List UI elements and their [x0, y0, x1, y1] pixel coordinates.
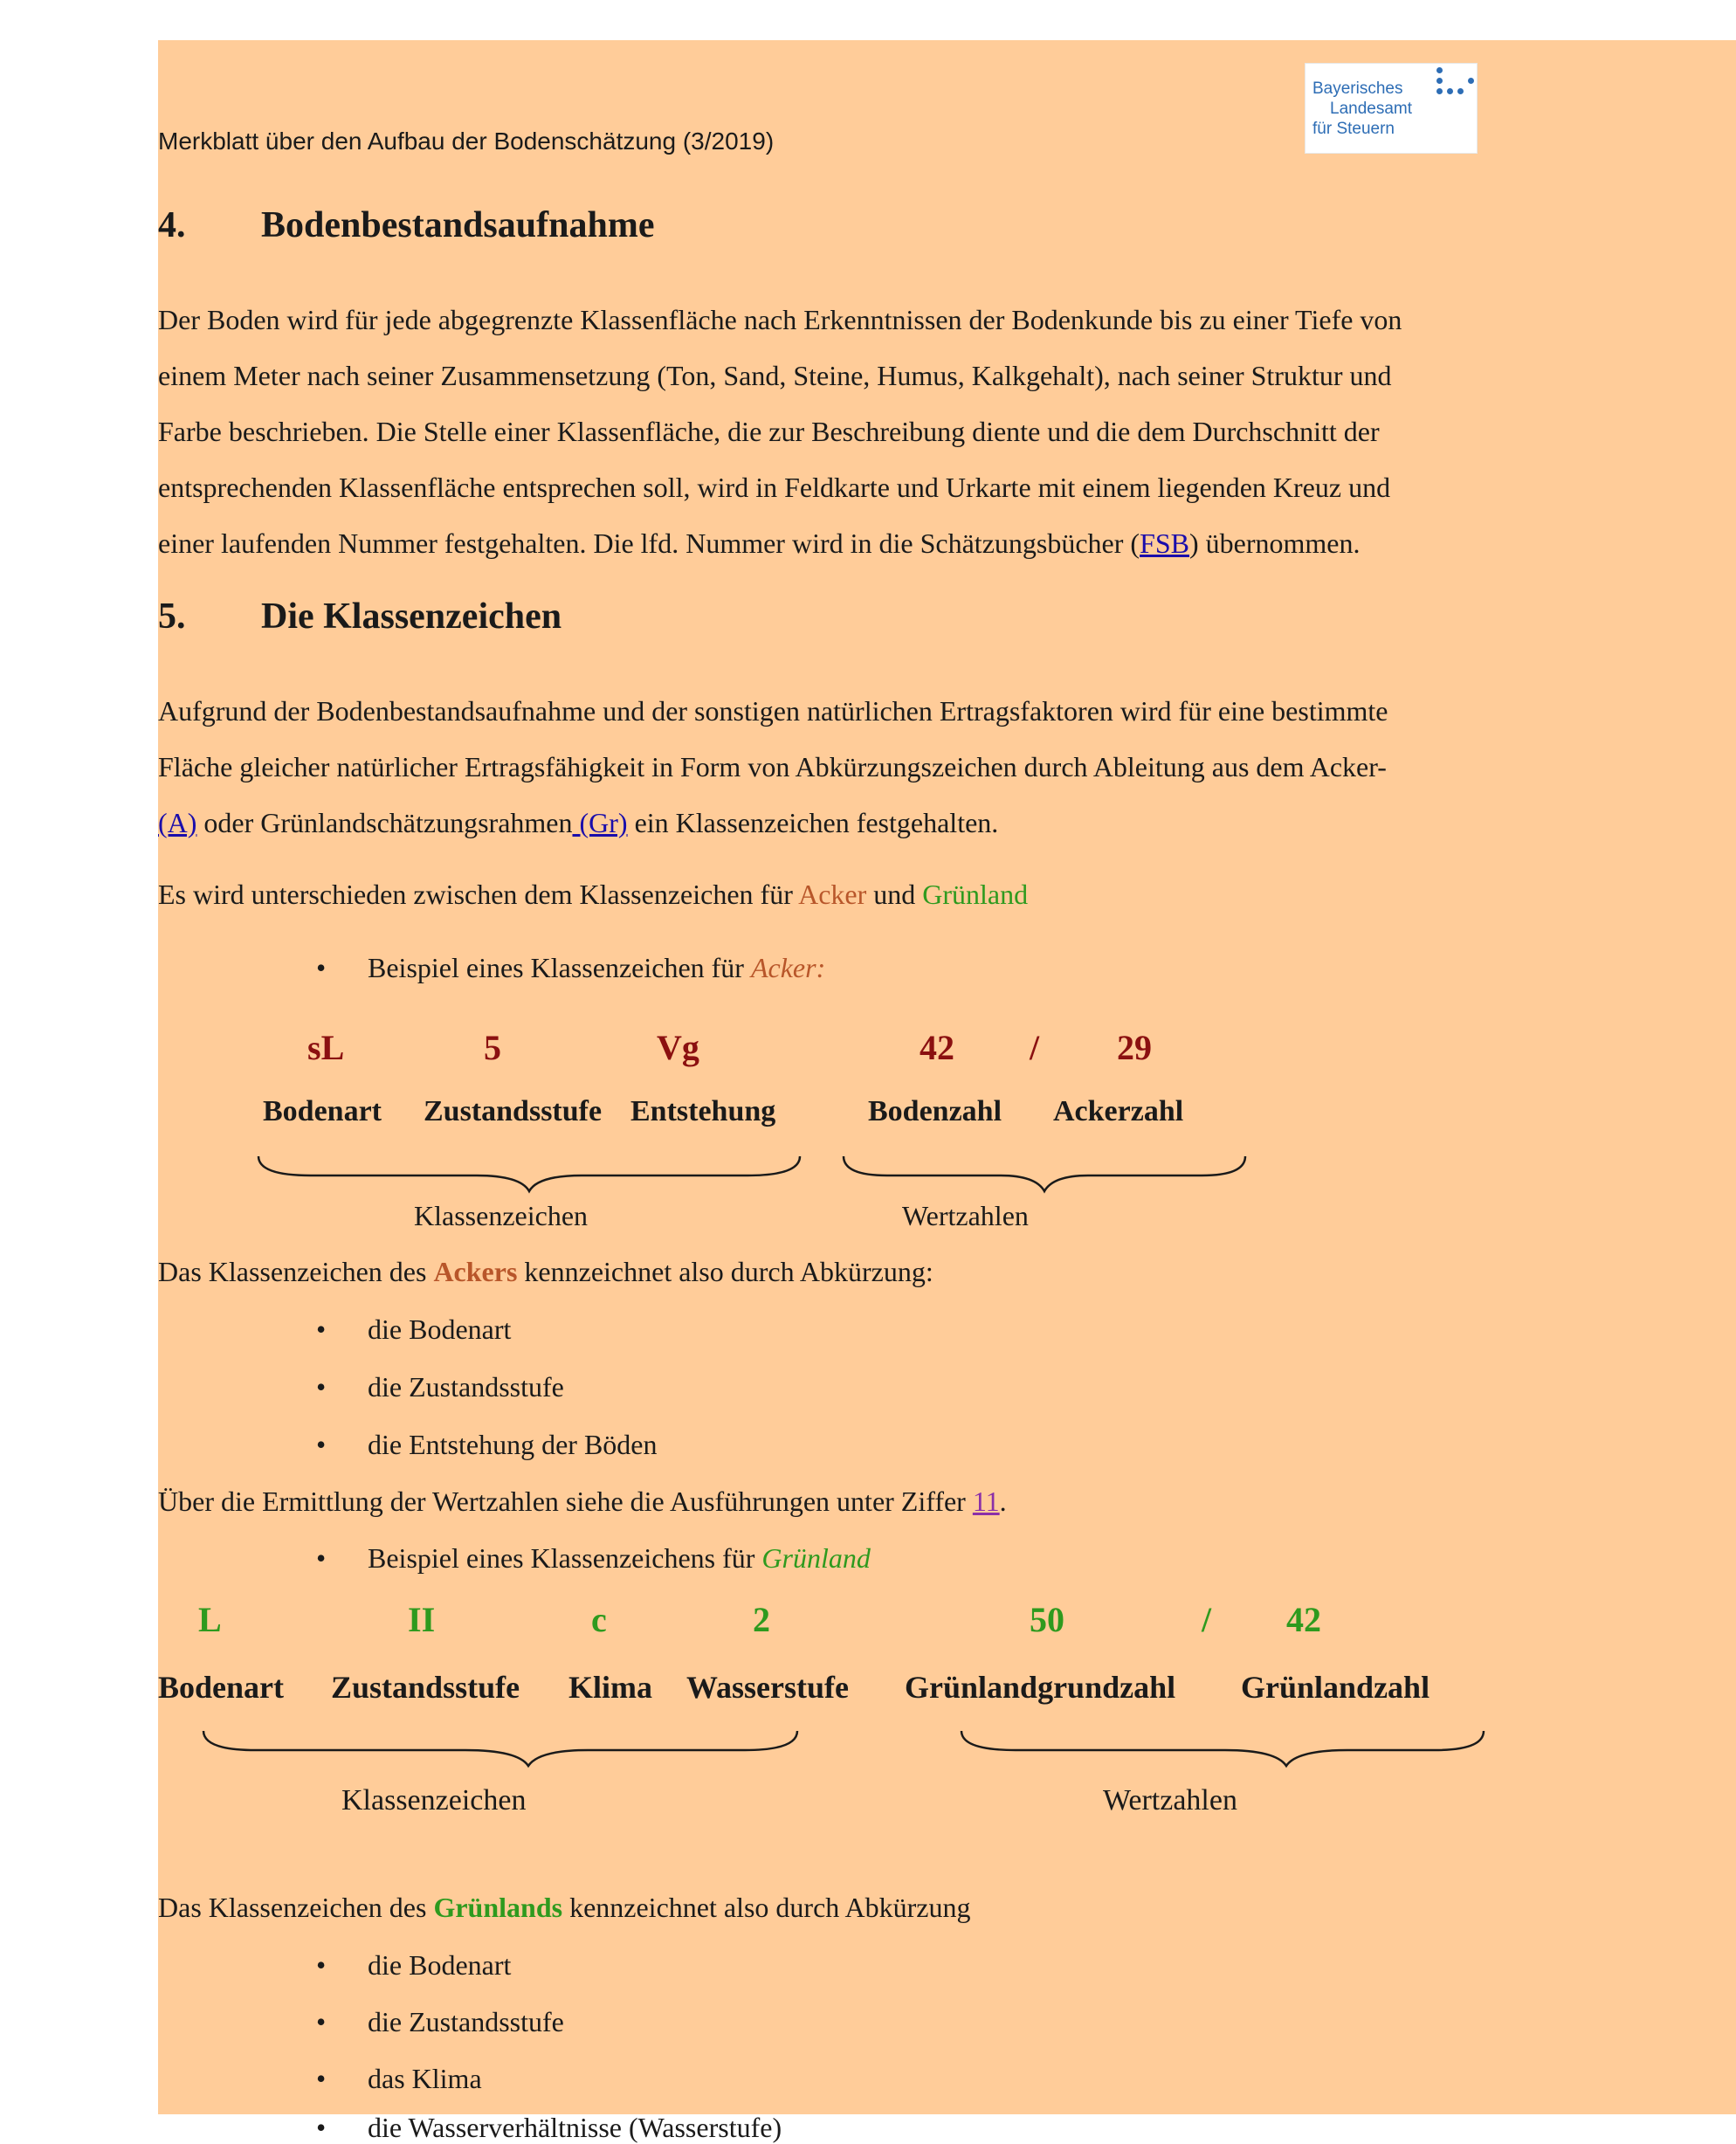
- label-bodenart: Bodenart: [158, 1670, 284, 1705]
- acker-bodenart-value: sL: [307, 1028, 345, 1067]
- list-item: das Klima: [368, 2063, 482, 2094]
- paragraph-line: Fläche gleicher natürlicher Ertragsfähigkeit in Form von Abkürzungszeichen durch Ableitung aus dem Acker-: [158, 751, 1387, 782]
- text-span: Über die Ermittlung der Wertzahlen siehe die Ausführungen unter Ziffer: [158, 1486, 973, 1517]
- brace-klassenzeichen: [258, 1156, 800, 1191]
- text-span: Es wird unterschieden zwischen dem Klassenzeichen für: [158, 879, 799, 910]
- list-item: die Zustandsstufe: [368, 2006, 564, 2037]
- gruen-summary-line: [158, 1892, 970, 1924]
- logo-dot-icon: [1447, 88, 1453, 94]
- gruen-wasser-value: 2: [753, 1600, 770, 1639]
- paragraph-line: entsprechenden Klassenfläche entsprechen soll, wird in Feldkarte und Urkarte mit einem liegenden Kreuz und: [158, 472, 1391, 503]
- bullet-icon: •: [316, 2063, 327, 2094]
- colon: :: [816, 952, 826, 983]
- brace-wertzahlen: [961, 1731, 1484, 1766]
- paragraph-line: [158, 527, 1361, 560]
- bullet-icon: •: [316, 2006, 327, 2037]
- text-span: Beispiel eines Klassenzeichens für: [368, 1542, 762, 1574]
- text-span: und: [866, 879, 923, 910]
- brace-label-klassenzeichen: Klassenzeichen: [414, 1200, 589, 1231]
- label-gruenlandzahl: Grünlandzahl: [1241, 1670, 1430, 1705]
- label-gruenlandgrundzahl: Grünlandgrundzahl: [905, 1670, 1176, 1705]
- logo-line-1: Bayerisches: [1312, 79, 1403, 98]
- fsb-link[interactable]: FSB: [1140, 527, 1189, 559]
- list-item: die Bodenart: [368, 1313, 512, 1345]
- section-number: 4.: [158, 205, 186, 245]
- gruen-example-intro: [368, 1542, 871, 1575]
- label-zustandsstufe: Zustandsstufe: [331, 1670, 520, 1705]
- text-span: kennzeichnet also durch Abkürzung:: [517, 1256, 933, 1287]
- list-item: die Entstehung der Böden: [368, 1429, 658, 1460]
- paragraph-line: Der Boden wird für jede abgegrenzte Klassenfläche nach Erkenntnissen der Bodenkunde bis zu einer Tiefe von: [158, 304, 1402, 335]
- text-span: einer laufenden Nummer festgehalten. Die lfd. Nummer wird in die Schätzungsbücher (: [158, 527, 1140, 559]
- logo-dot-icon: [1457, 88, 1464, 94]
- gruen-slash: /: [1202, 1600, 1212, 1639]
- text-span: oder Grünlandschätzungsrahmen: [196, 807, 573, 838]
- list-item: die Zustandsstufe: [368, 1371, 564, 1403]
- acker-word: Acker: [798, 879, 867, 910]
- text-span: Das Klassenzeichen des: [158, 1892, 434, 1923]
- logo-dot-icon: [1436, 88, 1443, 94]
- acker-bodenzahl-value: 42: [920, 1028, 954, 1067]
- acker-braces: [258, 1149, 957, 1202]
- text-span: Das Klassenzeichen des: [158, 1256, 434, 1287]
- logo-line-2: Landesamt: [1330, 100, 1413, 118]
- acker-example-intro: [368, 952, 825, 984]
- gruen-grundzahl-value: 50: [1030, 1600, 1064, 1639]
- acker-italic: Acker: [750, 952, 816, 983]
- gruenland-word: Grünland: [922, 879, 1029, 910]
- wertzahlen-note: [158, 1486, 1007, 1518]
- acker-entstehung-value: Vg: [657, 1028, 699, 1067]
- bullet-icon: •: [316, 952, 327, 983]
- paragraph-line: Aufgrund der Bodenbestandsaufnahme und der sonstigen natürlichen Ertragsfaktoren wird für eine bestimmte: [158, 695, 1388, 727]
- document-caption: Merkblatt über den Aufbau der Bodenschätzung (3/2019): [158, 128, 775, 155]
- section-5-heading: [158, 596, 562, 638]
- gruen-gruenzahl-value: 42: [1286, 1600, 1321, 1639]
- ziffer-11-link[interactable]: 11: [972, 1486, 1000, 1517]
- agency-logo: [1305, 63, 1478, 154]
- gruen-klima-value: c: [591, 1600, 607, 1639]
- gruenland-italic: Grünland: [761, 1542, 871, 1574]
- label-bodenzahl: Bodenzahl: [868, 1095, 1002, 1127]
- brace-label-wertzahlen: Wertzahlen: [902, 1200, 1029, 1231]
- gruen-bodenart-value: L: [198, 1600, 222, 1639]
- text-span: .: [999, 1486, 1007, 1517]
- label-bodenart: Bodenart: [263, 1095, 382, 1127]
- brace-wertzahlen: [844, 1156, 1245, 1191]
- acker-summary-line: [158, 1256, 933, 1288]
- gruenland-rahmen-link[interactable]: (Gr): [572, 807, 628, 838]
- brace-klassenzeichen: [203, 1731, 797, 1766]
- paragraph-line: einem Meter nach seiner Zusammensetzung (Ton, Sand, Steine, Humus, Kalkgehalt), nach seiner Struktur und: [158, 360, 1392, 391]
- text-span: kennzeichnet also durch Abkürzung: [562, 1892, 971, 1923]
- acker-rahmen-link[interactable]: (A): [158, 807, 197, 838]
- gruen-zustand-value: II: [408, 1600, 436, 1639]
- section-title: Die Klassenzeichen: [261, 596, 562, 637]
- label-ackerzahl: Ackerzahl: [1053, 1095, 1184, 1127]
- gruenlands-word: Grünlands: [433, 1892, 563, 1923]
- bullet-icon: •: [316, 1313, 327, 1345]
- section-4-heading: [158, 204, 655, 246]
- bullet-icon: •: [316, 2112, 327, 2143]
- section-title: Bodenbestandsaufnahme: [261, 205, 655, 245]
- logo-dot-icon: [1468, 78, 1474, 84]
- text-span: ) übernommen.: [1189, 527, 1361, 559]
- logo-dot-icon: [1436, 78, 1443, 84]
- logo-line-3: für Steuern: [1312, 120, 1395, 138]
- text-span: Beispiel eines Klassenzeichen für: [368, 952, 751, 983]
- bullet-icon: •: [316, 1371, 327, 1403]
- brace-label-wertzahlen: Wertzahlen: [1103, 1784, 1237, 1817]
- paragraph-line: [158, 807, 998, 839]
- brace-label-klassenzeichen: Klassenzeichen: [341, 1784, 527, 1817]
- bullet-icon: •: [316, 1429, 327, 1460]
- list-item: die Bodenart: [368, 1949, 512, 1981]
- distinction-line: [158, 879, 1028, 911]
- document-page: [158, 40, 1736, 2143]
- acker-slash: /: [1030, 1028, 1040, 1067]
- label-klima: Klima: [568, 1670, 652, 1705]
- ackers-word: Ackers: [433, 1256, 518, 1287]
- list-item: die Wasserverhältnisse (Wasserstufe): [368, 2112, 782, 2143]
- logo-dot-icon: [1436, 67, 1443, 73]
- label-zustandsstufe: Zustandsstufe: [424, 1095, 603, 1127]
- label-entstehung: Entstehung: [630, 1095, 776, 1127]
- acker-zustand-value: 5: [484, 1028, 501, 1067]
- bullet-icon: •: [316, 1949, 327, 1981]
- label-wasserstufe: Wasserstufe: [686, 1670, 849, 1705]
- gruen-braces: [203, 1726, 1443, 1778]
- text-span: ein Klassenzeichen festgehalten.: [627, 807, 999, 838]
- paragraph-line: Farbe beschrieben. Die Stelle einer Klassenfläche, die zur Beschreibung diente und die dem Durchschnitt der: [158, 416, 1380, 447]
- acker-ackerzahl-value: 29: [1117, 1028, 1152, 1067]
- section-number: 5.: [158, 596, 186, 637]
- bullet-icon: •: [316, 1542, 327, 1574]
